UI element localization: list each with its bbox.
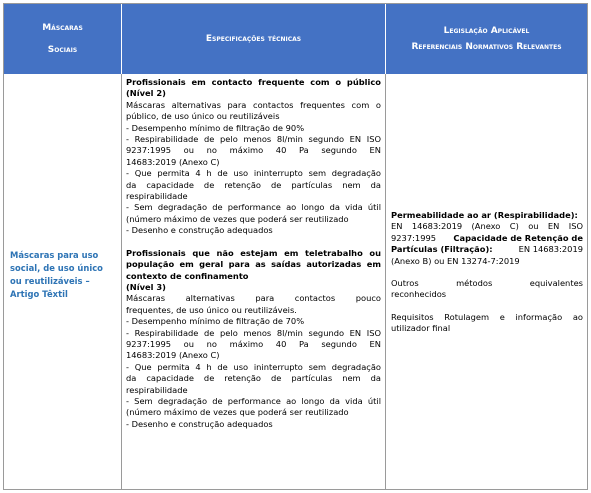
level2-line: (número máximo de vezes que poderá ser reutilizado bbox=[126, 213, 349, 224]
level2-line: 14683:2019 (Anexo C) bbox=[126, 156, 220, 167]
level2-line: respirabilidade bbox=[126, 191, 188, 202]
header-col2-text: Especificações técnicas bbox=[205, 34, 302, 44]
specs-cell bbox=[122, 74, 386, 489]
header-legislacao bbox=[386, 4, 587, 74]
permeability-label: Permeabilidade ao ar (Respirabilidade): bbox=[391, 210, 578, 220]
permeability-standard-iso: 9237:1995 bbox=[391, 232, 437, 243]
header-col3-line2: Referenciais Normativos Relevantes bbox=[411, 42, 562, 52]
level2-list bbox=[126, 100, 381, 237]
level3-line: (número máximo de vezes que poderá ser reutilizado bbox=[126, 407, 349, 418]
level3-list bbox=[126, 293, 381, 430]
level3-title: Profissionais que não estejam em teletrabalho ou bbox=[126, 247, 381, 258]
other-methods: Outros métodos equivalentes bbox=[391, 278, 583, 289]
level3-line: - Desempenho mínimo de filtração de 70% bbox=[126, 316, 305, 327]
level3-line: 9237:1995 ou no máximo 40 Pa segundo EN bbox=[126, 338, 381, 349]
permeability-line3 bbox=[391, 233, 583, 244]
level3-line: 14683:2019 (Anexo C) bbox=[126, 350, 220, 361]
level3-line: - Desenho e construção adequados bbox=[126, 418, 273, 429]
level2-line: Máscaras alternativas para contactos frequentes com o bbox=[126, 99, 381, 110]
level2-tag: (Nível 2) bbox=[126, 88, 166, 99]
header-mascaras-sociais bbox=[4, 4, 122, 74]
level2-line: - Que permita 4 h de uso ininterrupto sem degradação bbox=[126, 168, 381, 179]
level3-line: - Que permita 4 h de uso ininterrupto sem degradação bbox=[126, 361, 381, 372]
level2-line: público, de uso único ou reutilizáveis bbox=[126, 111, 280, 122]
header-especificacoes bbox=[122, 4, 386, 74]
level3-title: população em geral para as saídas autorizadas em bbox=[126, 259, 381, 270]
level2-line: - Respirabilidade de pelo menos 8l/min segundo EN ISO bbox=[126, 134, 381, 145]
level2-line: - Sem degradação de performance ao longo da vida útil bbox=[126, 202, 381, 213]
permeability-line4 bbox=[391, 244, 583, 255]
level3-line: Máscaras alternativas para contactos pouco bbox=[126, 293, 381, 304]
filtration-label: Partículas (Filtração): bbox=[391, 244, 493, 255]
other-methods-cont: reconhecidos bbox=[391, 289, 447, 300]
level2-title: Profissionais em contacto frequente com o público bbox=[126, 77, 381, 87]
row-label-cell bbox=[4, 74, 122, 489]
level3-line: - Sem degradação de performance ao longo da vida útil bbox=[126, 395, 381, 406]
level2-line: - Desempenho mínimo de filtração de 90% bbox=[126, 122, 305, 133]
level3-title: contexto de confinamento bbox=[126, 270, 249, 281]
level2-line: da capacidade de retenção de partículas nem da bbox=[126, 179, 381, 190]
level3-line: da capacidade de retenção de partículas nem da bbox=[126, 373, 381, 384]
level2-line: 9237:1995 ou no máximo 40 Pa segundo EN bbox=[126, 145, 381, 156]
row-label: Máscaras para uso social, de uso único ou reutilizáveis – Artigo Têxtil bbox=[10, 250, 103, 299]
legislation-cell bbox=[386, 74, 587, 489]
level3-tag: (Nível 3) bbox=[126, 281, 166, 292]
filtration-standard: EN 14683:2019 bbox=[518, 244, 583, 255]
permeability-standard: EN 14683:2019 (Anexo C) ou EN ISO bbox=[391, 221, 583, 232]
labelling-requirements: Requisitos Rotulagem e informação ao bbox=[391, 311, 583, 322]
level2-line: - Desenho e construção adequados bbox=[126, 225, 273, 236]
labelling-requirements-cont: utilizador final bbox=[391, 323, 451, 334]
header-col1-text: Máscaras Sociais bbox=[42, 23, 83, 55]
retention-label: Capacidade de Retenção de bbox=[453, 232, 583, 243]
specs-table bbox=[3, 3, 588, 490]
level3-line: - Respirabilidade de pelo menos 8l/min segundo EN ISO bbox=[126, 327, 381, 338]
level3-line: respirabilidade bbox=[126, 384, 188, 395]
header-col3-line1: Legislação Aplicável bbox=[443, 26, 530, 36]
filtration-standard-annex: (Anexo B) ou EN 13274-7:2019 bbox=[391, 255, 520, 266]
level3-line: frequentes, de uso único ou reutilizáveis. bbox=[126, 304, 297, 315]
